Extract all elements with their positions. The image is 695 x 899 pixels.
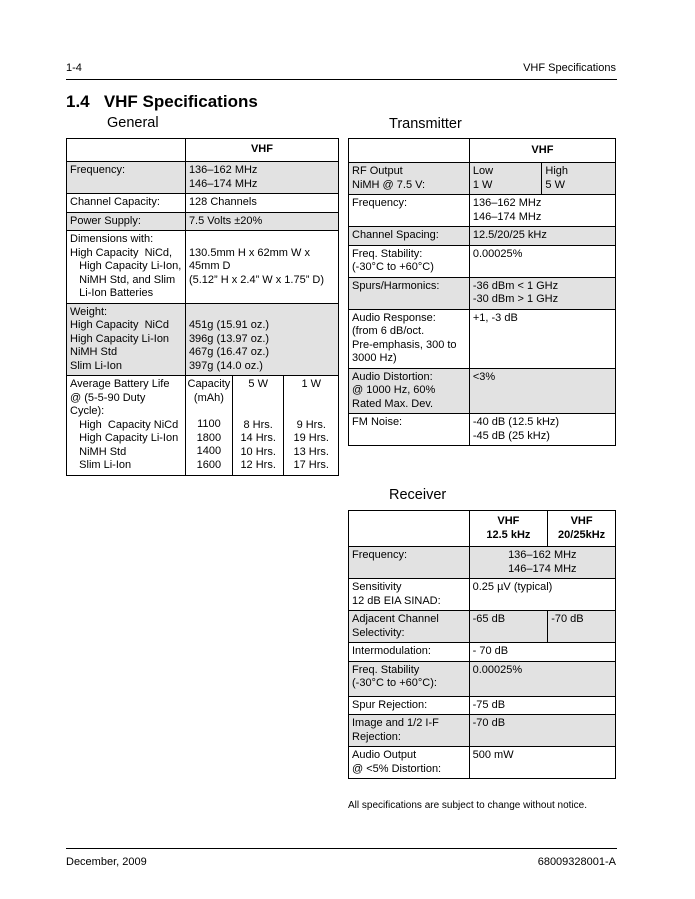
battery-1w-values: 9 Hrs. 19 Hrs. 13 Hrs. 17 Hrs.	[293, 418, 329, 471]
rf-output-low: Low 1 W	[472, 165, 494, 191]
footer-part-number: 68009328001-A	[537, 856, 616, 868]
running-header: VHF Specifications	[523, 62, 616, 74]
image-rejection-value: -70 dB	[472, 717, 506, 729]
audio-distortion-value: <3%	[472, 370, 496, 383]
battery-5w-header: 5 W	[248, 378, 268, 390]
general-frequency-value: 136–162 MHz 146–174 MHz	[188, 164, 258, 190]
battery-life-label: Average Battery Life @ (5-5-90 Duty Cycle): High Capacity NiCd High Capacity Li-Ion NiMH Std Slim Li-Ion	[70, 378, 179, 471]
general-title: General	[107, 115, 159, 131]
general-table	[66, 138, 339, 476]
spurs-label: Spurs/Harmonics:	[352, 279, 440, 292]
image-rejection-label: Image and 1/2 I-F Rejection:	[352, 717, 439, 743]
audio-output-value: 500 mW	[472, 749, 514, 761]
section-number: 1.4	[66, 92, 90, 111]
transmitter-col-header: VHF	[469, 139, 615, 163]
receiver-col-20-25: VHF 20/25kHz	[558, 515, 606, 541]
general-frequency-label: Frequency:	[70, 164, 126, 176]
battery-capacity-values: 1100 1800 1400 1600	[196, 418, 222, 471]
section-title	[66, 92, 258, 112]
battery-5w-values: 8 Hrs. 14 Hrs. 10 Hrs. 12 Hrs.	[240, 418, 276, 471]
adjacent-channel-12-5: -65 dB	[472, 613, 506, 625]
channel-spacing-label: Channel Spacing:	[352, 229, 439, 241]
tx-freq-stability-label: Freq. Stability: (-30°C to +60°C)	[352, 247, 434, 273]
battery-capacity-header: Capacity (mAh)	[187, 378, 231, 404]
rf-output-high: High 5 W	[545, 165, 569, 191]
specifications-note: All specifications are subject to change without notice.	[348, 800, 588, 811]
transmitter-title: Transmitter	[389, 116, 462, 132]
receiver-col-12-5: VHF 12.5 kHz	[486, 515, 531, 541]
audio-response-label: Audio Response: (from 6 dB/oct. Pre-emphasis, 300 to 3000 Hz)	[352, 311, 457, 364]
channel-capacity-label: Channel Capacity:	[70, 196, 160, 208]
sensitivity-label: Sensitivity 12 dB EIA SINAD:	[352, 581, 441, 607]
adjacent-channel-20-25: -70 dB	[551, 613, 584, 625]
fm-noise-label: FM Noise:	[352, 416, 403, 428]
rx-frequency-label: Frequency:	[352, 549, 408, 561]
spur-rejection-value: -75 dB	[472, 698, 506, 711]
weight-value: 451g (15.91 oz.) 396g (13.97 oz.) 467g (16.47 oz.) 397g (14.0 oz.)	[188, 319, 270, 372]
section-name: VHF Specifications	[103, 92, 258, 111]
channel-capacity-value: 128 Channels	[188, 196, 257, 208]
spurs-value: -36 dBm < 1 GHz -30 dBm > 1 GHz	[472, 279, 559, 305]
rx-freq-stability-label: Freq. Stability (-30°C to +60°C):	[352, 663, 437, 689]
intermodulation-label: Intermodulation:	[352, 645, 431, 657]
adjacent-channel-label: Adjacent Channel Selectivity:	[352, 613, 439, 639]
audio-output-label: Audio Output @ <5% Distortion:	[352, 749, 442, 775]
receiver-title: Receiver	[389, 487, 447, 503]
tx-frequency-label: Frequency:	[352, 197, 408, 209]
fm-noise-value: -40 dB (12.5 kHz) -45 dB (25 kHz)	[472, 416, 560, 442]
audio-response-value: +1, -3 dB	[472, 311, 518, 324]
power-supply-value: 7.5 Volts ±20%	[188, 214, 263, 227]
dimensions-label: Dimensions with: High Capacity NiCd, High Capacity Li-Ion, NiMH Std, and Slim Li-Ion Batteries	[70, 233, 182, 299]
page-number: 1-4	[66, 62, 82, 74]
spur-rejection-label: Spur Rejection:	[352, 698, 428, 711]
footer-rule	[66, 848, 617, 849]
dimensions-value: 130.5mm H x 62mm W x 45mm D (5.12” H x 2.4” W x 1.75” D)	[188, 246, 325, 286]
rx-frequency-value: 136–162 MHz 146–174 MHz	[508, 549, 577, 575]
battery-1w-header: 1 W	[301, 378, 322, 390]
rf-output-label: RF Output NiMH @ 7.5 V:	[352, 165, 426, 191]
rx-freq-stability-value: 0.00025%	[472, 663, 523, 676]
footer-date: December, 2009	[66, 856, 147, 868]
general-col-header: VHF	[185, 139, 338, 162]
audio-distortion-label: Audio Distortion: @ 1000 Hz, 60% Rated Max. Dev.	[352, 370, 436, 410]
channel-spacing-value: 12.5/20/25 kHz	[472, 229, 547, 241]
header-rule	[66, 79, 617, 80]
sensitivity-value: 0.25 µV (typical)	[472, 581, 553, 593]
tx-frequency-value: 136–162 MHz 146–174 MHz	[472, 197, 542, 223]
transmitter-table	[348, 138, 616, 446]
receiver-table	[348, 510, 616, 779]
power-supply-label: Power Supply:	[70, 214, 141, 227]
tx-freq-stability-value: 0.00025%	[472, 247, 523, 260]
weight-label: Weight: High Capacity NiCd High Capacity Li-Ion NiMH Std Slim Li-Ion	[70, 305, 170, 372]
intermodulation-value: - 70 dB	[472, 645, 509, 657]
